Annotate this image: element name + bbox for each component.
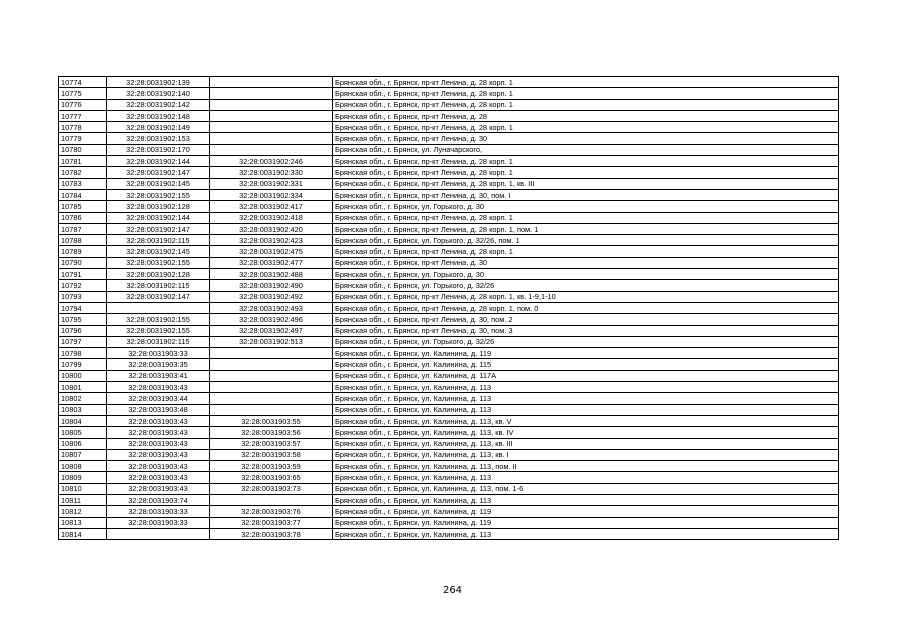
address-cell: Брянская обл., г. Брянск, ул. Калинина, д. 115 [333, 359, 839, 370]
related-cadastral-number-cell: 32:28:0031903:76 [210, 506, 333, 517]
address-cell: Брянская обл., г. Брянск, ул. Калинина, д. 113 [333, 404, 839, 415]
related-cadastral-number-cell: 32:28:0031902:423 [210, 235, 333, 246]
related-cadastral-number-cell [210, 99, 333, 110]
table-row [59, 325, 839, 336]
address-cell: Брянская обл., г. Брянск, пр-кт Ленина, д. 28 корп. 1, кв. III [333, 178, 839, 189]
related-cadastral-number-cell: 32:28:0031902:475 [210, 246, 333, 257]
cadastral-number-cell: 32:28:0031902:144 [107, 156, 210, 167]
cadastral-number-cell: 32:28:0031903:43 [107, 438, 210, 449]
table-row [59, 427, 839, 438]
related-cadastral-number-cell [210, 382, 333, 393]
cadastral-number-cell: 32:28:0031902:155 [107, 257, 210, 268]
address-cell: Брянская обл., г. Брянск, ул. Калинина, д. 113, кв. III [333, 438, 839, 449]
address-cell: Брянская обл., г. Брянск, ул. Калинина, д. 113, пом. 1-6 [333, 483, 839, 494]
address-cell: Брянская обл., г. Брянск, пр-кт Ленина, д. 30 [333, 133, 839, 144]
row-number-cell: 10784 [59, 189, 107, 200]
table-row [59, 269, 839, 280]
table-row [59, 88, 839, 99]
row-number-cell: 10805 [59, 427, 107, 438]
cadastral-number-cell: 32:28:0031902:115 [107, 280, 210, 291]
related-cadastral-number-cell: 32:28:0031902:496 [210, 314, 333, 325]
address-cell: Брянская обл., г. Брянск, пр-кт Ленина, д. 28 корп. 1 [333, 99, 839, 110]
row-number-cell: 10812 [59, 506, 107, 517]
related-cadastral-number-cell: 32:28:0031903:55 [210, 415, 333, 426]
related-cadastral-number-cell [210, 88, 333, 99]
related-cadastral-number-cell [210, 393, 333, 404]
address-cell: Брянская обл., г. Брянск, ул. Горького, д. 32/26 [333, 280, 839, 291]
row-number-cell: 10810 [59, 483, 107, 494]
table-row [59, 415, 839, 426]
row-number-cell: 10795 [59, 314, 107, 325]
address-cell: Брянская обл., г. Брянск, пр-кт Ленина, д. 30, пом. 3 [333, 325, 839, 336]
row-number-cell: 10776 [59, 99, 107, 110]
cadastral-number-cell: 32:28:0031903:43 [107, 382, 210, 393]
related-cadastral-number-cell: 32:28:0031903:77 [210, 517, 333, 528]
row-number-cell: 10813 [59, 517, 107, 528]
related-cadastral-number-cell [210, 133, 333, 144]
row-number-cell: 10778 [59, 122, 107, 133]
cadastral-number-cell: 32:28:0031902:142 [107, 99, 210, 110]
related-cadastral-number-cell: 32:28:0031902:331 [210, 178, 333, 189]
cadastral-number-cell: 32:28:0031903:43 [107, 415, 210, 426]
page-number: 264 [442, 585, 463, 596]
table-row [59, 517, 839, 528]
address-cell: Брянская обл., г. Брянск, ул. Горького, д. 30 [333, 201, 839, 212]
table-row [59, 393, 839, 404]
cadastral-number-cell [107, 528, 210, 539]
cadastral-number-cell: 32:28:0031902:139 [107, 77, 210, 88]
related-cadastral-number-cell: 32:28:0031902:334 [210, 189, 333, 200]
related-cadastral-number-cell: 32:28:0031903:57 [210, 438, 333, 449]
row-number-cell: 10786 [59, 212, 107, 223]
table-row [59, 494, 839, 505]
table-row [59, 348, 839, 359]
related-cadastral-number-cell: 32:28:0031902:420 [210, 223, 333, 234]
related-cadastral-number-cell: 32:28:0031902:330 [210, 167, 333, 178]
row-number-cell: 10787 [59, 223, 107, 234]
row-number-cell: 10777 [59, 110, 107, 121]
table-row [59, 449, 839, 460]
table-row [59, 314, 839, 325]
cadastral-number-cell: 32:28:0031903:33 [107, 506, 210, 517]
row-number-cell: 10797 [59, 336, 107, 347]
table-row [59, 156, 839, 167]
address-cell: Брянская обл., г. Брянск, ул. Калинина, д. 119 [333, 517, 839, 528]
cadastral-number-cell: 32:28:0031902:145 [107, 246, 210, 257]
cadastral-number-cell: 32:28:0031903:43 [107, 472, 210, 483]
related-cadastral-number-cell: 32:28:0031902:493 [210, 302, 333, 313]
table-row [59, 246, 839, 257]
address-cell: Брянская обл., г. Брянск, пр-кт Ленина, д. 28 корп. 1 [333, 88, 839, 99]
address-cell: Брянская обл., г. Брянск, пр-кт Ленина, д. 28 корп. 1 [333, 122, 839, 133]
related-cadastral-number-cell: 32:28:0031902:513 [210, 336, 333, 347]
row-number-cell: 10791 [59, 269, 107, 280]
address-cell: Брянская обл., г. Брянск, пр-кт Ленина, д. 28 корп. 1 [333, 246, 839, 257]
row-number-cell: 10811 [59, 494, 107, 505]
cadastral-number-cell: 32:28:0031903:43 [107, 427, 210, 438]
table-row [59, 370, 839, 381]
table-row [59, 280, 839, 291]
cadastral-number-cell: 32:28:0031902:147 [107, 167, 210, 178]
row-number-cell: 10783 [59, 178, 107, 189]
row-number-cell: 10775 [59, 88, 107, 99]
address-cell: Брянская обл., г. Брянск, ул. Горького, д. 30 [333, 269, 839, 280]
cadastral-number-cell: 32:28:0031903:43 [107, 483, 210, 494]
table-row [59, 257, 839, 268]
table-row [59, 122, 839, 133]
cadastral-number-cell: 32:28:0031903:44 [107, 393, 210, 404]
related-cadastral-number-cell: 32:28:0031902:490 [210, 280, 333, 291]
address-cell: Брянская обл., г. Брянск, ул. Луначарского, [333, 144, 839, 155]
row-number-cell: 10794 [59, 302, 107, 313]
table-row [59, 110, 839, 121]
related-cadastral-number-cell: 32:28:0031903:59 [210, 461, 333, 472]
row-number-cell: 10785 [59, 201, 107, 212]
table-row [59, 359, 839, 370]
table-row [59, 506, 839, 517]
table-row [59, 336, 839, 347]
row-number-cell: 10781 [59, 156, 107, 167]
cadastral-number-cell: 32:28:0031902:115 [107, 235, 210, 246]
address-cell: Брянская обл., г. Брянск, ул. Калинина, д. 113, пом. II [333, 461, 839, 472]
related-cadastral-number-cell: 32:28:0031903:56 [210, 427, 333, 438]
cadastral-number-cell: 32:28:0031903:43 [107, 449, 210, 460]
cadastral-number-cell: 32:28:0031902:115 [107, 336, 210, 347]
table-row [59, 382, 839, 393]
row-number-cell: 10774 [59, 77, 107, 88]
table-row [59, 438, 839, 449]
row-number-cell: 10780 [59, 144, 107, 155]
row-number-cell: 10788 [59, 235, 107, 246]
address-cell: Брянская обл., г. Брянск, ул. Калинина, д. 113, кв. I [333, 449, 839, 460]
related-cadastral-number-cell [210, 77, 333, 88]
related-cadastral-number-cell: 32:28:0031903:78 [210, 528, 333, 539]
cadastral-number-cell: 32:28:0031902:128 [107, 201, 210, 212]
address-cell: Брянская обл., г. Брянск, пр-кт Ленина, д. 28 корп. 1 [333, 212, 839, 223]
cadastral-number-cell: 32:28:0031902:155 [107, 325, 210, 336]
cadastral-number-cell: 32:28:0031903:33 [107, 517, 210, 528]
row-number-cell: 10809 [59, 472, 107, 483]
row-number-cell: 10801 [59, 382, 107, 393]
table-row [59, 189, 839, 200]
cadastral-number-cell: 32:28:0031903:48 [107, 404, 210, 415]
address-cell: Брянская обл., г. Брянск, ул. Калинина, д. 113, кв. IV [333, 427, 839, 438]
table-row [59, 483, 839, 494]
address-cell: Брянская обл., г. Брянск, пр-кт Ленина, д. 28 корп. 1, пом. 1 [333, 223, 839, 234]
cadastral-number-cell: 32:28:0031902:170 [107, 144, 210, 155]
cadastral-number-cell: 32:28:0031902:147 [107, 223, 210, 234]
row-number-cell: 10814 [59, 528, 107, 539]
address-cell: Брянская обл., г. Брянск, пр-кт Ленина, д. 28 корп. 1, пом. 0 [333, 302, 839, 313]
table-row [59, 212, 839, 223]
row-number-cell: 10806 [59, 438, 107, 449]
row-number-cell: 10799 [59, 359, 107, 370]
row-number-cell: 10804 [59, 415, 107, 426]
row-number-cell: 10807 [59, 449, 107, 460]
table-row [59, 223, 839, 234]
address-cell: Брянская обл., г. Брянск, ул. Горького, д. 32/26 [333, 336, 839, 347]
related-cadastral-number-cell [210, 359, 333, 370]
related-cadastral-number-cell: 32:28:0031902:488 [210, 269, 333, 280]
table-row [59, 461, 839, 472]
row-number-cell: 10782 [59, 167, 107, 178]
table-row [59, 133, 839, 144]
table-row [59, 302, 839, 313]
address-cell: Брянская обл., г. Брянск, ул. Калинина, д. 113 [333, 393, 839, 404]
cadastral-number-cell: 32:28:0031902:147 [107, 291, 210, 302]
related-cadastral-number-cell: 32:28:0031902:246 [210, 156, 333, 167]
row-number-cell: 10792 [59, 280, 107, 291]
table-row [59, 99, 839, 110]
row-number-cell: 10803 [59, 404, 107, 415]
cadastral-number-cell: 32:28:0031902:153 [107, 133, 210, 144]
address-cell: Брянская обл., г. Брянск, ул. Калинина, д. 119 [333, 506, 839, 517]
table-row [59, 472, 839, 483]
address-cell: Брянская обл., г. Брянск, ул. Калинина, д. 113 [333, 382, 839, 393]
related-cadastral-number-cell: 32:28:0031902:492 [210, 291, 333, 302]
cadastral-number-cell: 32:28:0031903:33 [107, 348, 210, 359]
cadastral-number-cell: 32:28:0031903:74 [107, 494, 210, 505]
row-number-cell: 10793 [59, 291, 107, 302]
cadastral-number-cell: 32:28:0031902:149 [107, 122, 210, 133]
table-row [59, 144, 839, 155]
related-cadastral-number-cell: 32:28:0031902:417 [210, 201, 333, 212]
related-cadastral-number-cell: 32:28:0031902:477 [210, 257, 333, 268]
row-number-cell: 10789 [59, 246, 107, 257]
cadastral-number-cell: 32:28:0031902:145 [107, 178, 210, 189]
address-cell: Брянская обл., г. Брянск, пр-кт Ленина, д. 28 корп. 1, кв. 1-9,1-10 [333, 291, 839, 302]
registry-table-body [59, 77, 839, 540]
cadastral-number-cell: 32:28:0031902:140 [107, 88, 210, 99]
address-cell: Брянская обл., г. Брянск, ул. Калинина, д. 117А [333, 370, 839, 381]
cadastral-number-cell: 32:28:0031903:43 [107, 461, 210, 472]
row-number-cell: 10802 [59, 393, 107, 404]
table-row [59, 291, 839, 302]
table-row [59, 201, 839, 212]
row-number-cell: 10779 [59, 133, 107, 144]
table-row [59, 235, 839, 246]
related-cadastral-number-cell [210, 404, 333, 415]
address-cell: Брянская обл., г. Брянск, пр-кт Ленина, д. 30, пом. I [333, 189, 839, 200]
cadastral-number-cell [107, 302, 210, 313]
address-cell: Брянская обл., г. Брянск, пр-кт Ленина, д. 28 [333, 110, 839, 121]
related-cadastral-number-cell [210, 370, 333, 381]
row-number-cell: 10800 [59, 370, 107, 381]
related-cadastral-number-cell: 32:28:0031903:65 [210, 472, 333, 483]
address-cell: Брянская обл., г. Брянск, пр-кт Ленина, д. 30, пом. 2 [333, 314, 839, 325]
related-cadastral-number-cell [210, 144, 333, 155]
row-number-cell: 10790 [59, 257, 107, 268]
related-cadastral-number-cell [210, 110, 333, 121]
address-cell: Брянская обл., г. Брянск, пр-кт Ленина, д. 28 корп. 1 [333, 167, 839, 178]
table-row [59, 167, 839, 178]
cadastral-number-cell: 32:28:0031903:35 [107, 359, 210, 370]
related-cadastral-number-cell: 32:28:0031903:73 [210, 483, 333, 494]
related-cadastral-number-cell: 32:28:0031902:497 [210, 325, 333, 336]
row-number-cell: 10798 [59, 348, 107, 359]
address-cell: Брянская обл., г. Брянск, ул. Калинина, д. 113, кв. V [333, 415, 839, 426]
address-cell: Брянская обл., г. Брянск, ул. Калинина, д. 113 [333, 472, 839, 483]
row-number-cell: 10808 [59, 461, 107, 472]
address-cell: Брянская обл., г. Брянск, пр-кт Ленина, д. 28 корп. 1 [333, 156, 839, 167]
related-cadastral-number-cell [210, 122, 333, 133]
cadastral-number-cell: 32:28:0031903:41 [107, 370, 210, 381]
address-cell: Брянская обл., г. Брянск, пр-кт Ленина, д. 28 корп. 1 [333, 77, 839, 88]
registry-table [58, 76, 839, 540]
related-cadastral-number-cell: 32:28:0031902:418 [210, 212, 333, 223]
table-row [59, 404, 839, 415]
related-cadastral-number-cell [210, 494, 333, 505]
row-number-cell: 10796 [59, 325, 107, 336]
cadastral-number-cell: 32:28:0031902:128 [107, 269, 210, 280]
table-row [59, 178, 839, 189]
address-cell: Брянская обл., г. Брянск, ул. Горького, д. 32/26, пом. 1 [333, 235, 839, 246]
table-row [59, 77, 839, 88]
address-cell: Брянская обл., г. Брянск, пр-кт Ленина, д. 30 [333, 257, 839, 268]
cadastral-number-cell: 32:28:0031902:148 [107, 110, 210, 121]
cadastral-number-cell: 32:28:0031902:155 [107, 189, 210, 200]
address-cell: Брянская обл., г. Брянск, ул. Калинина, д. 113 [333, 494, 839, 505]
related-cadastral-number-cell [210, 348, 333, 359]
address-cell: Брянская обл., г. Брянск, ул. Калинина, д. 113 [333, 528, 839, 539]
table-row [59, 528, 839, 539]
cadastral-number-cell: 32:28:0031902:144 [107, 212, 210, 223]
related-cadastral-number-cell: 32:28:0031903:58 [210, 449, 333, 460]
address-cell: Брянская обл., г. Брянск, ул. Калинина, д. 119 [333, 348, 839, 359]
cadastral-number-cell: 32:28:0031902:155 [107, 314, 210, 325]
